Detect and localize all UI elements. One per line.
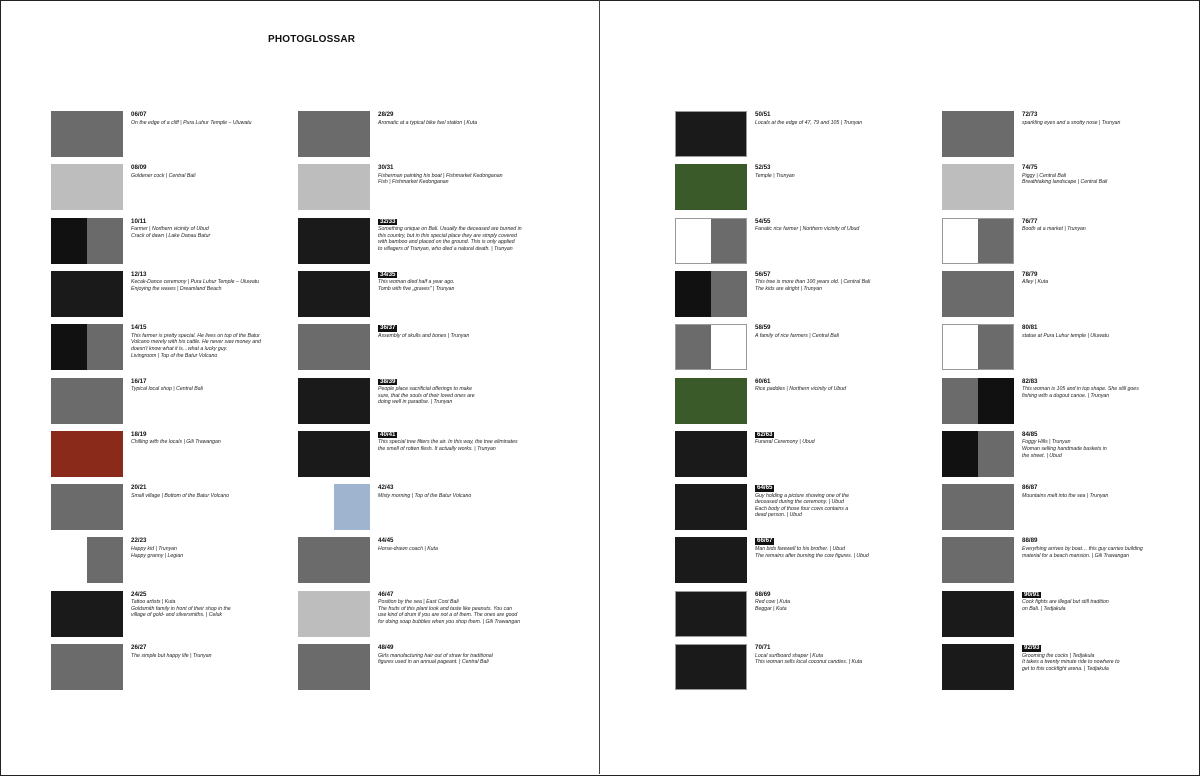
caption-line: Booth at a market | Trunyan [1022, 226, 1086, 233]
page-number-label: 18/19 [131, 430, 147, 438]
page-number-label: 42/43 [378, 484, 394, 492]
entry-caption [131, 645, 291, 659]
caption-line: It takes a twenty minute ride to nowhere to [1022, 659, 1120, 666]
glossary-entry [298, 164, 538, 212]
glossary-entry [675, 218, 915, 266]
glossary-entry [942, 271, 1182, 319]
page-number-label: 66/67 [757, 537, 773, 545]
page-number-label: 68/69 [755, 590, 771, 598]
page-number-label: 78/79 [1022, 270, 1038, 278]
caption-line: Farmer | Northern vicinity of Ubud [131, 226, 209, 233]
thumbnail-image [675, 484, 747, 530]
caption-line: figures used in an annual pageant. | Central Bali [378, 659, 489, 666]
thumbnail-image [51, 164, 123, 210]
page-number-label: 50/51 [755, 111, 771, 118]
caption-line: on Bali. | Tedjakula [1022, 605, 1066, 612]
caption-line: material for a beach mansion. | Gili Trawangan [1022, 552, 1130, 559]
caption-line: for doing soap bubbles when you shop them. | Gili Trawangan [378, 619, 520, 626]
caption-line: Livingroom | Top of the Batur Volcano [131, 352, 218, 359]
page-number-label: 76/77 [1022, 217, 1038, 225]
caption-line: Happy granny | Legian [131, 552, 184, 559]
thumbnail-image [298, 324, 370, 370]
thumbnail-image [942, 218, 1014, 264]
glossary-entry [942, 537, 1182, 585]
page-number-label: 88/89 [1022, 537, 1038, 545]
thumbnail-image [51, 378, 123, 424]
thumbnail-image [51, 218, 123, 264]
thumbnail-image [942, 537, 1014, 583]
caption-line: sparkling eyes and a snotty nose | Trunyan [1022, 119, 1121, 126]
caption-line: village of gold- and silversmiths. | Celuk [131, 612, 223, 619]
entry-caption [378, 165, 538, 186]
thumbnail-image [51, 591, 123, 637]
page-number-label: 30/31 [378, 164, 394, 172]
entry-caption [755, 272, 915, 293]
entry-caption [378, 645, 538, 666]
thumbnail-image [51, 431, 123, 477]
caption-line: Tomb with five „graves" | Trunyan [378, 286, 455, 293]
page-number-label: 38/39 [380, 377, 396, 385]
page-number-label: 82/83 [1022, 377, 1038, 385]
glossary-entry [942, 164, 1182, 212]
thumbnail-image [675, 591, 747, 637]
entry-caption [1022, 538, 1182, 559]
glossary-entry [298, 378, 538, 426]
thumbnail-half [942, 431, 978, 477]
thumbnail-image [942, 164, 1014, 210]
glossary-entry [675, 644, 915, 692]
thumbnail-image [675, 271, 747, 317]
caption-line: Chilling with the locals | Gili Trawangan [131, 439, 221, 446]
thumbnail-half [87, 218, 123, 264]
glossary-entry [942, 591, 1182, 639]
thumbnail-image [942, 378, 1014, 424]
thumbnail-image [298, 218, 370, 264]
glossary-entry [942, 218, 1182, 266]
glossary-entry [298, 644, 538, 692]
thumbnail-image [675, 431, 747, 477]
entry-caption [378, 112, 538, 126]
entry-caption [131, 272, 291, 293]
entry-caption [131, 538, 291, 559]
thumbnail-image [298, 484, 370, 530]
thumbnail-image [298, 164, 370, 210]
page-number-label: 56/57 [755, 270, 771, 278]
thumbnail-image [298, 537, 370, 583]
caption-line: Enjoying the waves | Dreamland Beach [131, 286, 222, 293]
caption-line: This woman died half a year ago. [378, 279, 455, 286]
entry-caption [378, 219, 538, 253]
page-number-label: 06/07 [131, 111, 147, 118]
caption-line: doesn't know what it is…what a lucky guy. [131, 345, 228, 352]
glossary-entry [298, 591, 538, 639]
glossary-entry [675, 484, 915, 532]
thumbnail-half [711, 325, 746, 369]
caption-line: The remains after burning the cow figures. | Ubud [755, 552, 869, 559]
caption-line: Tattoo artists | Kuta [131, 599, 176, 606]
entry-caption [131, 165, 291, 179]
glossary-entry [942, 111, 1182, 159]
glossary-entry [51, 484, 291, 532]
entry-caption [131, 379, 291, 393]
entry-caption [755, 165, 915, 179]
glossary-entry [298, 111, 538, 159]
caption-line: Fish | Fishmarket Kedonganan [378, 179, 449, 186]
thumbnail-half [943, 325, 978, 369]
entry-caption [378, 485, 538, 499]
page-number-label: 62/63 [757, 430, 773, 438]
caption-line: Local surfboard shaper | Kuta [755, 652, 823, 659]
glossary-entry [51, 271, 291, 319]
caption-line: Happy kid | Trunyan [131, 545, 177, 552]
page-number-label: 92/93 [1024, 644, 1040, 651]
caption-line: This special tree filters the air. In this way, the tree eliminates [378, 439, 518, 446]
entry-caption [755, 112, 915, 126]
caption-line: statue at Pura Luhur temple | Uluwatu [1022, 332, 1109, 339]
caption-line: get to this cockfight arena. | Tedjakula [1022, 665, 1109, 672]
entry-caption [1022, 325, 1182, 339]
glossary-entry [298, 271, 538, 319]
thumbnail-image [298, 591, 370, 637]
thumbnail-image [298, 644, 370, 690]
glossary-entry [942, 431, 1182, 479]
caption-line: Volcano merely with his cattle. He never saw money and [131, 339, 261, 346]
entry-caption [755, 485, 915, 519]
thumbnail-image [942, 111, 1014, 157]
thumbnail-half [51, 537, 87, 583]
entry-caption [1022, 112, 1182, 126]
caption-line: Breathtaking landscape | Central Bali [1022, 179, 1108, 186]
caption-line: Piggy | Central Bali [1022, 172, 1067, 179]
entry-caption [1022, 165, 1182, 186]
entry-caption [1022, 645, 1182, 672]
glossary-entry [675, 537, 915, 585]
glossary-entry [675, 431, 915, 479]
caption-line: fishing with a dugout canoe. | Trunyan [1022, 392, 1110, 399]
thumbnail-image [675, 644, 747, 690]
caption-line: the smell of rotten flesh. It actually works. | Trunyan [378, 445, 496, 452]
entry-caption [1022, 219, 1182, 233]
thumbnail-half [298, 484, 334, 530]
caption-line: Locals at the edge of 47, 79 and 105 | Trunyan [755, 119, 863, 126]
page-number-label: 22/23 [131, 537, 147, 545]
entry-caption [755, 219, 915, 233]
caption-line: Foggy Hills | Trunyan [1022, 439, 1071, 446]
thumbnail-half [711, 271, 747, 317]
page-number-label: 20/21 [131, 484, 147, 492]
thumbnail-image [675, 537, 747, 583]
caption-line: Beggar | Kuta [755, 605, 787, 612]
page-number-label: 54/55 [755, 217, 771, 225]
page-title: PHOTOGLOSSAR [268, 34, 356, 45]
glossary-entry [298, 324, 538, 372]
page-number-label: 58/59 [755, 324, 771, 332]
caption-line: deceased during the ceremony. | Ubud [755, 499, 844, 506]
thumbnail-half [675, 271, 711, 317]
caption-line: The kids are alright | Trunyan [755, 286, 822, 293]
page-number-label: 74/75 [1022, 164, 1038, 172]
entry-caption [1022, 272, 1182, 286]
caption-line: This farmer is pretty special. He lives on top of the Batur [131, 332, 260, 339]
glossary-entry [51, 324, 291, 372]
caption-line: Grooming the cocks | Tedjakula [1022, 652, 1095, 659]
caption-line: Fanatic rice farmer | Northern vicinity of Ubud [755, 226, 860, 233]
caption-line: This tree is more than 100 years old. | Central Bali [755, 279, 871, 286]
thumbnail-image [942, 484, 1014, 530]
thumbnail-half [51, 324, 87, 370]
thumbnail-image [51, 271, 123, 317]
caption-line: Mountains melt into the sea | Trunyan [1022, 492, 1109, 499]
caption-line: Each body of those four cows contains a [755, 505, 849, 512]
page-number-label: 48/49 [378, 644, 394, 651]
caption-line: Goldener cock | Central Bali [131, 172, 196, 179]
entry-caption [378, 272, 538, 293]
caption-line: This woman is 105 and in top shape. She still goes [1022, 386, 1139, 393]
entry-caption [131, 112, 291, 126]
entry-caption [378, 538, 538, 552]
page-number-label: 40/41 [380, 430, 396, 438]
entry-caption [755, 592, 915, 613]
page-number-label: 64/65 [757, 484, 773, 492]
page-number-label: 86/87 [1022, 484, 1038, 492]
caption-line: On the edge of a cliff | Pura Luhur Temple – Uluwatu [131, 119, 252, 126]
caption-line: The fruits of this plant look and taste like peanuts. You can [378, 605, 512, 612]
caption-line: this country, but in this special place they are simply covered [378, 232, 517, 239]
glossary-entry [51, 644, 291, 692]
glossary-entry [298, 218, 538, 266]
thumbnail-image [675, 164, 747, 210]
glossary-entry [942, 378, 1182, 426]
glossary-entry [675, 591, 915, 639]
page-number-label: 36/37 [380, 324, 396, 332]
caption-line: Assembly of skulls and bones | Trunyan [378, 332, 470, 339]
page-number-label: 60/61 [755, 377, 771, 385]
caption-line: to villagers of Trunyan, who died a natural death. | Trunyan [378, 245, 513, 252]
glossary-entry [675, 111, 915, 159]
caption-line: Small village | Bottom of the Batur Volcano [131, 492, 230, 499]
caption-line: dead person. | Ubud [755, 512, 802, 519]
thumbnail-image [298, 111, 370, 157]
thumbnail-half [978, 378, 1014, 424]
caption-line: doing well in paradise. | Trunyan [378, 399, 453, 406]
page-gutter [599, 0, 600, 774]
thumbnail-image [298, 378, 370, 424]
caption-line: Aromatic at a typical bike fuel station | Kuta [378, 119, 478, 126]
glossary-entry [675, 164, 915, 212]
glossary-entry [942, 644, 1182, 692]
thumbnail-image [942, 644, 1014, 690]
glossary-entry [51, 591, 291, 639]
page-number-label: 34/35 [380, 270, 396, 278]
entry-caption [131, 592, 291, 619]
entry-caption [1022, 592, 1182, 613]
thumbnail-image [942, 324, 1014, 370]
glossary-entry [51, 537, 291, 585]
entry-caption [131, 325, 291, 359]
page-number-label: 44/45 [378, 537, 394, 545]
page-number-label: 70/71 [755, 644, 771, 651]
thumbnail-half [943, 219, 978, 263]
thumbnail-image [942, 591, 1014, 637]
caption-line: Kecak-Dance ceremony | Pura Luhur Temple – Uluwatu [131, 279, 260, 286]
glossary-entry [51, 378, 291, 426]
caption-line: Horse-drawn coach | Kuta [378, 545, 438, 552]
caption-line: Typical local shop | Central Bali [131, 386, 203, 393]
thumbnail-image [51, 111, 123, 157]
caption-line: Something unique on Bali. Usually the deceased are burned in [378, 226, 522, 233]
page-number-label: 14/15 [131, 324, 147, 332]
entry-caption [755, 432, 915, 446]
page-number-label: 28/29 [378, 111, 394, 118]
caption-line: Cock fights are illegal but still tradition [1022, 599, 1109, 606]
caption-line: Man bids farewell to his brother. | Ubud [755, 545, 845, 552]
page-number-label: 26/27 [131, 644, 147, 651]
glossary-entry [298, 431, 538, 479]
caption-line: Woman selling handmade baskets in [1022, 445, 1107, 452]
thumbnail-image [51, 537, 123, 583]
glossary-entry [51, 431, 291, 479]
entry-caption [1022, 485, 1182, 499]
caption-line: This woman sells local coconut candies. | Kuta [755, 659, 863, 666]
page-number-label: 08/09 [131, 164, 147, 172]
caption-line: use kind of drum if you are not a of them. The ones are good [378, 612, 518, 619]
entry-caption [378, 432, 538, 453]
thumbnail-image [298, 271, 370, 317]
caption-line: Crack of dawn | Lake Danau Batur [131, 232, 211, 239]
page-number-label: 84/85 [1022, 430, 1038, 438]
glossary-entry [675, 271, 915, 319]
entry-caption [1022, 379, 1182, 400]
caption-line: People place sacrificial offerings to make [378, 386, 472, 393]
entry-caption [131, 432, 291, 446]
glossary-entry [675, 378, 915, 426]
thumbnail-image [675, 111, 747, 157]
caption-line: Position by the sea | East Cost Bali [378, 599, 459, 606]
thumbnail-image [51, 644, 123, 690]
caption-line: A family of rice farmers | Central Bali [755, 332, 839, 339]
thumbnail-image [942, 271, 1014, 317]
entry-caption [378, 325, 538, 339]
caption-line: Funeral Ceremony | Ubud [755, 439, 815, 446]
caption-line: The simple but happy life | Trunyan [131, 652, 212, 659]
glossary-entry [51, 111, 291, 159]
caption-line: sure, that the souls of their loved ones are [378, 392, 475, 399]
glossary-entry [298, 537, 538, 585]
caption-line: Everything arrives by boat… this guy carries building [1022, 545, 1143, 552]
entry-caption [755, 325, 915, 339]
page-number-label: 16/17 [131, 377, 147, 385]
page-number-label: 24/25 [131, 590, 147, 598]
entry-caption [755, 379, 915, 393]
glossary-entry [942, 484, 1182, 532]
thumbnail-image [942, 431, 1014, 477]
page-number-label: 12/13 [131, 270, 147, 278]
caption-line: Red cow | Kuta [755, 599, 791, 606]
caption-line: Alley | Kuta [1022, 279, 1049, 286]
thumbnail-image [51, 324, 123, 370]
entry-caption [131, 219, 291, 240]
thumbnail-half [676, 219, 711, 263]
caption-line: Fisherman painting his boat | Fishmarket Kedonganan [378, 172, 503, 179]
page-number-label: 10/11 [131, 217, 147, 225]
caption-line: Guy holding a picture showing one of the [755, 492, 850, 499]
thumbnail-image [298, 431, 370, 477]
page-number-label: 52/53 [755, 164, 771, 172]
caption-line: Goldsmith family in front of their shop in the [131, 605, 231, 612]
glossary-entry [51, 164, 291, 212]
thumbnail-image [675, 218, 747, 264]
caption-line: Girls manufacturing hair out of straw for traditional [378, 652, 493, 659]
entry-caption [1022, 432, 1182, 459]
glossary-entry [675, 324, 915, 372]
page-number-label: 32/33 [380, 217, 396, 225]
thumbnail-image [675, 324, 747, 370]
page-number-label: 46/47 [378, 590, 394, 598]
page-number-label: 80/81 [1022, 324, 1038, 332]
caption-line: with bamboo and placed on the ground. This is only applied [378, 239, 515, 246]
entry-caption [378, 379, 538, 406]
glossary-entry [51, 218, 291, 266]
entry-caption [755, 645, 915, 666]
glossary-entry [942, 324, 1182, 372]
entry-caption [755, 538, 915, 559]
page-number-label: 90/91 [1024, 590, 1040, 598]
thumbnail-half [51, 218, 87, 264]
caption-line: Rice paddies | Northern vicinity of Ubud [755, 386, 847, 393]
caption-line: the street. | Ubud [1022, 452, 1062, 459]
glossary-entry [298, 484, 538, 532]
page-number-label: 72/73 [1022, 111, 1038, 118]
caption-line: Temple | Trunyan [755, 172, 795, 179]
thumbnail-half [978, 431, 1014, 477]
entry-caption [131, 485, 291, 499]
thumbnail-image [675, 378, 747, 424]
thumbnail-half [87, 324, 123, 370]
caption-line: Misty morning | Top of the Batur Volcano [378, 492, 472, 499]
thumbnail-image [51, 484, 123, 530]
entry-caption [378, 592, 538, 626]
